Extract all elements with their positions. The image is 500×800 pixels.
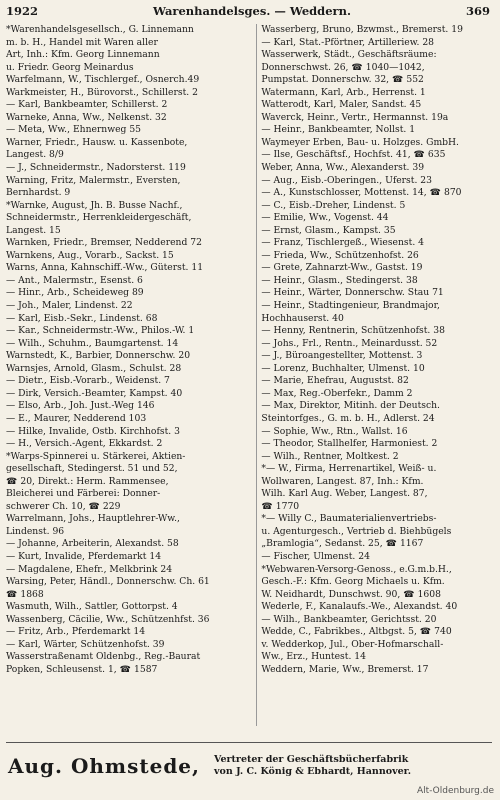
right-column-entry: Watermann, Karl, Arb., Herrenst. 1 <box>261 86 426 98</box>
right-column-entry: Waymeyer Erben, Bau- u. Holzges. GmbH. <box>261 136 459 148</box>
left-column-entry: — Magdalene, Ehefr., Melkbrink 24 <box>6 563 173 575</box>
left-column-entry: — Karl, Bankbeamter, Schillerst. 2 <box>6 99 168 111</box>
right-column-entry: Wasserberg, Bruno, Bzwmst., Bremerst. 19 <box>261 24 463 35</box>
right-column-entry: — Henny, Rentnerin, Schützenhofst. 38 <box>261 325 445 337</box>
left-column-entry: — Johanne, Arbeiterin, Alexandst. 58 <box>6 538 179 550</box>
left-column-entry: — Kar., Schneidermstr.-Ww., Philos.-W. 1 <box>6 325 195 337</box>
right-column-entry: — Marie, Ehefrau, Augustst. 82 <box>261 375 409 387</box>
right-column-entry: Wedde, C., Fabrikbes., Altbgst. 5, ☎ 740 <box>261 626 452 638</box>
right-column-entry: — J., Büroangestellter, Mottenst. 3 <box>261 350 423 362</box>
left-column-entry: schwerer Ch. 10, ☎ 229 <box>6 500 121 512</box>
right-column-entry: — Heinr., Bankbeamter, Nollst. 1 <box>261 124 416 136</box>
right-column-entry: — Franz, Tischlergeß., Wiesenst. 4 <box>261 237 425 249</box>
left-column-entry: Wasserstraßenamt Oldenbg., Reg.-Baurat <box>6 651 201 663</box>
right-column-entry: ☎ 1770 <box>261 500 300 512</box>
right-column-entry: — Sophie, Ww., Rtn., Wallst. 16 <box>261 425 408 437</box>
left-column-entry: gesellschaft, Stedingerst. 51 und 52, <box>6 463 178 475</box>
left-column-entry: Warneke, Anna, Ww., Nelkenst. 32 <box>6 111 167 123</box>
right-column-entry: v. Wedderkop, Jul., Ober-Hofmarschall- <box>261 638 444 650</box>
left-column <box>6 24 248 726</box>
left-column-entry: Warnsjes, Arnold, Glasm., Schulst. 28 <box>6 362 182 374</box>
left-column-entry: Warkmeister, H., Bürovorst., Schillerst. 2 <box>6 86 198 98</box>
right-column-entry: — Karl, Stat.-Pförtner, Artilleriew. 28 <box>261 36 435 48</box>
right-column-entry: Waverck, Heinr., Vertr., Hermannst. 19a <box>261 111 449 123</box>
advertiser-text <box>214 754 411 778</box>
right-column-entry: Wilh. Karl Aug. Weber, Langest. 87, <box>261 488 428 500</box>
left-column-entry: Warrelmann, Johs., Hauptlehrer-Ww., <box>6 513 180 525</box>
right-column-entry: *— Willy C., Baumaterialienvertriebs- <box>261 513 437 525</box>
right-column-entry: Ww., Erz., Huntest. 14 <box>261 651 366 663</box>
left-column-entry: Langest. 8/9 <box>6 149 64 161</box>
right-column-entry: Wederle, F., Kanalaufs.-We., Alexandst. 40 <box>261 601 458 613</box>
left-column-entry: — H., Versich.-Agent, Ekkardst. 2 <box>6 438 163 450</box>
right-column-entry: — Heinr., Stadtingenieur, Brandmajor, <box>261 300 440 312</box>
right-column-entry: — Heinr., Wärter, Donnerschw. Stau 71 <box>261 287 444 299</box>
right-column-entry: — Wilh., Bankbeamter, Gerichtsst. 20 <box>261 613 437 625</box>
advertiser-line-1: Vertreter der Geschäftsbücherfabrik <box>214 754 409 765</box>
left-column-entry: Lindenst. 96 <box>6 525 65 537</box>
right-column-entry: W. Neidhardt, Dunschwst. 90, ☎ 1608 <box>261 588 441 600</box>
right-column-entry: — Heinr., Glasm., Stedingerst. 38 <box>261 274 418 286</box>
right-column-entry: — Max, Reg.-Oberfekr., Damm 2 <box>261 387 413 399</box>
left-column-entry: — Karl, Wärter, Schützenhofst. 39 <box>6 638 165 650</box>
left-column-entry: — Kurt, Invalide, Pferdemarkt 14 <box>6 550 162 562</box>
left-column-entry: *Warnke, August, Jh. B. Busse Nachf., <box>6 199 183 211</box>
left-column-entry: Warfelmann, W., Tischlergef., Osnerch.49 <box>6 74 200 86</box>
right-column-entry: — Frieda, Ww., Schützenhofst. 26 <box>261 249 419 261</box>
right-column-entry: — Johs., Frl., Rentn., Meinardusst. 52 <box>261 337 438 349</box>
right-column-entry: Hochhauserst. 40 <box>261 312 344 324</box>
right-column-entry: Wollwaren, Langest. 87, Inh.: Kfm. <box>261 475 424 487</box>
left-column-entry: *Warps-Spinnerei u. Stärkerei, Aktien- <box>6 450 186 462</box>
left-column-entry: — E., Maurer, Nedderend 103 <box>6 412 147 424</box>
left-column-entry: Warner, Friedr., Hausw. u. Kassenbote, <box>6 136 188 148</box>
right-column-entry: *— W., Firma, Herrenartikel, Weiß- u. <box>261 463 437 475</box>
right-column-entry: — Lorenz, Buchhalter, Ulmenst. 10 <box>261 362 425 374</box>
page-header <box>6 4 490 22</box>
left-column-entry: Wassenberg, Cäcilie, Ww., Schützenhfst. 36 <box>6 613 210 625</box>
advertiser-line-2: von J. C. König & Ebhardt, Hannover. <box>214 766 412 777</box>
left-column-entry: — Joh., Maler, Lindenst. 22 <box>6 300 133 312</box>
left-column-entry: Warnkens, Aug., Vorarb., Sackst. 15 <box>6 249 174 261</box>
left-column-entry: Wasmuth, Wilh., Sattler, Gottorpst. 4 <box>6 601 178 613</box>
right-column <box>256 24 492 726</box>
left-column-entry: — Wilh., Schuhm., Baumgartenst. 14 <box>6 337 179 349</box>
left-column-entry: ☎ 1868 <box>6 588 44 600</box>
left-column-entry: *Warenhandelsgesellsch., G. Linnemann <box>6 24 194 35</box>
right-column-entry: Weddern, Marie, Ww., Bremerst. 17 <box>261 663 429 675</box>
right-column-entry: Weber, Anna, Ww., Alexanderst. 39 <box>261 162 425 174</box>
right-column-entry: — Emilie, Ww., Vogenst. 44 <box>261 212 389 224</box>
left-column-entry: — Fritz, Arb., Pferdemarkt 14 <box>6 626 146 638</box>
left-column-entry: — J., Schneidermstr., Nadorsterst. 119 <box>6 162 186 174</box>
right-column-entry: — Aug., Eisb.-Oberingen., Uferst. 23 <box>261 174 432 186</box>
page-title: Warenhandelsges. — Weddern. <box>153 4 351 18</box>
left-column-entry: — Meta, Ww., Ehnernweg 55 <box>6 124 142 136</box>
page-year: 1922 <box>6 4 39 18</box>
page-number: 369 <box>465 4 490 18</box>
left-column-entry: Bleicherei und Färberei: Donner- <box>6 488 161 500</box>
right-column-entry: — A., Kunstschlosser, Mottenst. 14, ☎ 870 <box>261 187 462 199</box>
advertisement-footer <box>8 748 494 784</box>
left-column-entry: ☎ 20, Direkt.: Herm. Rammensee, <box>6 475 169 487</box>
left-column-entry: Bernhardst. 9 <box>6 187 71 199</box>
directory-columns <box>6 24 492 726</box>
left-column-entry: — Dirk, Versich.-Beamter, Kampst. 40 <box>6 387 183 399</box>
left-column-entry: Warsing, Peter, Händl., Donnerschw. Ch. 61 <box>6 576 210 588</box>
left-column-entry: u. Friedr. Georg Meinardus <box>6 61 134 73</box>
left-column-entry: — Hilke, Invalide, Ostb. Kirchhofst. 3 <box>6 425 180 437</box>
right-column-entry: u. Agenturgesch., Vertrieb d. Biehbügels <box>261 525 452 537</box>
left-column-entry: — Karl, Eisb.-Sekr., Lindenst. 68 <box>6 312 158 324</box>
right-column-entry: Donnerschwst. 26, ☎ 1040—1042, <box>261 61 425 73</box>
left-column-entry: Warning, Fritz, Malermstr., Eversten, <box>6 174 181 186</box>
right-column-entry: — Fischer, Ulmenst. 24 <box>261 550 370 562</box>
left-column-entry: Schneidermstr., Herrenkleidergeschäft, <box>6 212 192 224</box>
left-column-entry: Warnstedt, K., Barbier, Donnerschw. 20 <box>6 350 191 362</box>
right-column-entry: *Webwaren-Versorg-Genoss., e.G.m.b.H., <box>261 563 452 575</box>
left-column-entry: — Elso, Arb., Joh. Just.-Weg 146 <box>6 400 155 412</box>
right-column-entry: Steintorfges., G. m. b. H., Adlerst. 24 <box>261 412 435 424</box>
footer-divider <box>6 742 492 743</box>
right-column-entry: Pumpstat. Donnerschw. 32, ☎ 552 <box>261 74 424 86</box>
left-column-entry: Warns, Anna, Kahnschiff.-Ww., Güterst. 11 <box>6 262 204 274</box>
right-column-entry: — C., Eisb.-Dreher, Lindenst. 5 <box>261 199 406 211</box>
left-column-entry: Warnken, Friedr., Bremser, Nedderend 72 <box>6 237 202 249</box>
left-column-entry: m. b. H., Handel mit Waren aller <box>6 36 158 48</box>
left-column-entry: Art, Inh.: Kfm. Georg Linnemann <box>6 49 160 61</box>
left-column-entry: — Ant., Malermstr., Esenst. 6 <box>6 274 143 286</box>
right-column-entry: — Ilse, Geschäftsf., Hochfst. 41, ☎ 635 <box>261 149 446 161</box>
right-column-entry: — Grete, Zahnarzt-Ww., Gastst. 19 <box>261 262 423 274</box>
left-column-entry: — Dietr., Eisb.-Vorarb., Weidenst. 7 <box>6 375 170 387</box>
right-column-entry: — Wilh., Rentner, Moltkest. 2 <box>261 450 399 462</box>
right-column-entry: — Ernst, Glasm., Kampst. 35 <box>261 224 396 236</box>
right-column-entry: Gesch.-F.: Kfm. Georg Michaels u. Kfm. <box>261 576 445 588</box>
right-column-entry: „Bramlogia“, Sedanst. 25, ☎ 1167 <box>261 538 424 550</box>
advertiser-name: Aug. Ohmstede, <box>8 754 200 778</box>
watermark-text: Alt-Oldenburg.de <box>416 786 494 796</box>
right-column-entry: Wasserwerk, Städt., Geschäftsräume: <box>261 49 437 61</box>
left-column-entry: — Hinr., Arb., Scheideweg 89 <box>6 287 144 299</box>
right-column-entry: — Max, Direktor, Mitinh. der Deutsch. <box>261 400 440 412</box>
right-column-entry: — Theodor, Stallhelfer, Harmoniest. 2 <box>261 438 438 450</box>
right-column-entry: Watterodt, Karl, Maler, Sandst. 45 <box>261 99 422 111</box>
left-column-entry: Langest. 15 <box>6 224 61 236</box>
left-column-entry: Popken, Schleusenst. 1, ☎ 1587 <box>6 663 158 675</box>
